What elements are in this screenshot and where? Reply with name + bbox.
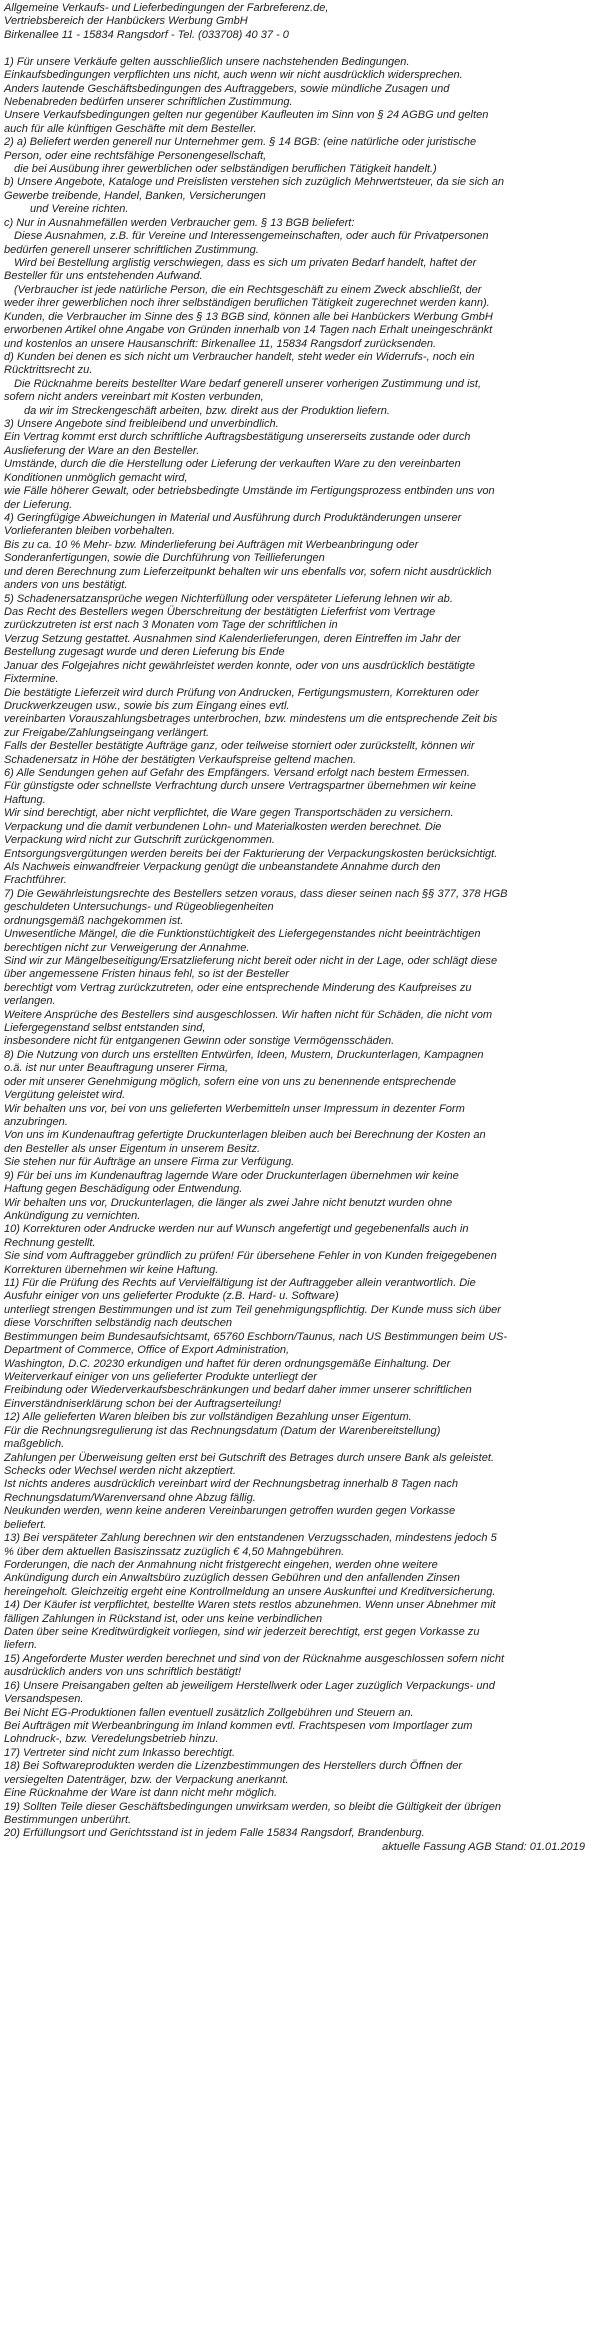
text-line: o.ä. ist nur unter Beauftragung unserer Firma, [4, 1062, 229, 1075]
text-line: 1) Für unsere Verkäufe gelten ausschließlich unsere nachstehenden Bedingungen. [4, 55, 410, 68]
text-line: Haftung gegen Beschädigung oder Entwendung. [4, 1183, 243, 1196]
text-line: 18) Bei Softwareprodukten werden die Lizenzbestimmungen des Herstellers durch Öffnen der [4, 1760, 463, 1773]
text-line: 15) Angeforderte Muster werden berechnet und sind von der Rücknahme ausgeschlossen sofern nicht [4, 1652, 505, 1665]
text-line: beliefert. [4, 1518, 47, 1531]
text-line: 7) Die Gewährleistungsrechte des Bestellers setzen voraus, dass dieser seinen nach §§ 377, 378 HGB [4, 887, 508, 900]
text-line: Liefergegenstand selbst entstanden sind, [4, 1022, 206, 1035]
text-line: Forderungen, die nach der Anmahnung nicht fristgerecht eingehen, werden ohne weitere [4, 1558, 438, 1571]
text-line: erworbenen Artikel ohne Angabe von Gründen innerhalb von 14 Tagen nach Erhalt uneingeschränkt [4, 324, 493, 337]
text-line: 20) Erfüllungsort und Gerichtsstand ist in jedem Falle 15834 Rangsdorf, Brandenburg. [4, 1827, 425, 1840]
text-line: anzubringen. [4, 1116, 68, 1128]
text-line: oder mit unserer Genehmigung möglich, sofern eine von uns zu benennende entsprechende [4, 1075, 456, 1088]
text-line: Versandspesen. [4, 1693, 84, 1706]
text-line: Einkaufsbedingungen verpflichten uns nicht, auch wenn wir nicht ausdrücklich widersprechen. [4, 69, 463, 82]
text-line: 12) Alle gelieferten Waren bleiben bis zur vollständigen Bezahlung unser Eigentum. [4, 1411, 412, 1424]
text-line: da wir im Streckengeschäft arbeiten, bzw. direkt aus der Produktion liefern. [24, 404, 390, 417]
text-line: vereinbarten Vorauszahlungsbetrages unterbrochen, bzw. mindestens um die entsprechende Zeit bis [4, 713, 498, 726]
text-line: berechtigt vom Vertrag zurückzutreten, oder eine entsprechende Minderung des Kaufpreises zu [4, 981, 472, 994]
text-line: Januar des Folgejahres nicht gewährleistet werden konnte, oder von uns ausdrücklich bestätigte [4, 659, 475, 672]
text-line: Sind wir zur Mängelbeseitigung/Ersatzlieferung nicht bereit oder nicht in der Lage, oder schlägt diese [4, 954, 498, 967]
header-address: Birkenallee 11 - 15834 Rangsdorf - Tel. (033708) 40 37 - 0 [4, 28, 289, 41]
text-line: Zahlungen per Überweisung gelten erst bei Gutschrift des Betrages durch unsere Bank als geleistet. [4, 1451, 495, 1464]
text-line: die bei Ausübung ihrer gewerblichen oder selbständigen beruflichen Tätigkeit handelt.) [14, 163, 437, 176]
text-line: auch für alle künftigen Geschäfte mit dem Besteller. [4, 122, 257, 135]
text-line: zur Freigabe/Zahlungseingang verlängert. [4, 726, 210, 739]
text-line: % über dem aktuellen Basiszinssatz zuzüglich € 4,50 Mahngebühren. [4, 1545, 345, 1558]
text-line: Lohndruck-, bzw. Veredelungsbetrieb hinzu. [4, 1733, 219, 1746]
text-line: Für günstigste oder schnellste Verfrachtung durch unsere Vertragspartner übernehmen wir keine [4, 780, 476, 793]
text-line: Gewerbe treibende, Handel, Banken, Versicherungen [4, 189, 266, 202]
text-line: insbesondere nicht für entgangenen Gewinn oder sonstige Vermögensschäden. [4, 1035, 395, 1048]
text-line: Kunden, die Verbraucher im Sinne des § 13 BGB sind, können alle bei Hanbückers Werbung GmbH [4, 310, 493, 323]
text-line: Bei Nicht EG-Produktionen fallen eventuell zusätzlich Zollgebühren und Steuern an. [4, 1706, 414, 1719]
text-line: Druckwerkzeugen usw., sowie bis zum Eingang eines evtl. [4, 699, 290, 712]
text-line: 10) Korrekturen oder Andrucke werden nur auf Wunsch angefertigt und gegebenenfalls auch in [4, 1223, 469, 1236]
text-line: Rechnungsdatum/Warenversand ohne Abzug fällig. [4, 1491, 256, 1504]
version-footer: aktuelle Fassung AGB Stand: 01.01.2019 [382, 1840, 585, 1853]
text-line [4, 42, 597, 55]
text-line: Unsere Verkaufsbedingungen gelten nur gegenüber Kaufleuten im Sinn von § 24 AGBG und gelten [4, 109, 489, 122]
text-line: Verpackung wird nicht zur Gutschrift zurückgenommen. [4, 834, 275, 847]
text-line: bedürfen generell unserer schriftlichen Zustimmung. [4, 243, 259, 256]
text-line: Korrekturen übernehmen wir keine Haftung. [4, 1263, 219, 1276]
text-line: 6) Alle Sendungen gehen auf Gefahr des Empfängers. Versand erfolgt nach bestem Ermessen. [4, 767, 470, 780]
text-line: anders von uns bestätigt. [4, 579, 128, 592]
text-line: Für die Rechnungsregulierung ist das Rechnungsdatum (Datum der Warenbereitstellung) [4, 1424, 441, 1437]
text-line: Sie sind vom Auftraggeber gründlich zu prüfen! Für übersehene Fehler in von Kunden freigegebenen [4, 1250, 497, 1263]
text-line: weder ihrer gewerblichen noch ihrer selbständigen beruflichen Tätigkeit zugerechnet werden kann). [4, 297, 490, 310]
text-line: verlangen. [4, 995, 56, 1008]
text-line: Ausfuhr einiger von uns gelieferter Produkte (z.B. Hard- u. Software) [4, 1290, 339, 1303]
text-line: Besteller für uns entstehenden Aufwand. [4, 270, 203, 283]
text-line: und kostenlos an unsere Hausanschrift: Birkenallee 11, 15834 Rangsdorf zurücksenden. [4, 337, 437, 350]
text-line: Rücktrittsrecht zu. [4, 364, 93, 377]
text-line: Ist nichts anderes ausdrücklich vereinbart wird der Rechnungsbetrag innerhalb 8 Tagen nach [4, 1478, 459, 1491]
text-line: und Vereine richten. [30, 203, 129, 216]
text-line: Vorlieferanten bleiben vorbehalten. [4, 525, 175, 538]
header-title: Allgemeine Verkaufs- und Lieferbedingungen der Farbreferenz.de, [4, 2, 329, 14]
text-line: hereingeholt. Gleichzeitig ergeht eine Kontrollmeldung an unsere Auskunftei und Kreditversicherung. [4, 1585, 496, 1598]
text-line: fälligen Zahlungen in Rückstand ist, oder uns keine verbindlichen [4, 1612, 323, 1625]
text-line: Bestellung zugesagt wurde und deren Lieferung bis Ende [4, 646, 285, 659]
text-line: Anders lautende Geschäftsbedingungen des Auftraggebers, sowie mündliche Zusagen und [4, 82, 450, 95]
text-line: Von uns im Kundenauftrag gefertigte Druckunterlagen bleiben auch bei Berechnung der Kosten an [4, 1129, 486, 1142]
text-line: 13) Bei verspäteter Zahlung berechnen wir den entstandenen Verzugsschaden, mindestens jedoch 5 [4, 1532, 497, 1545]
text-line: Entsorgungsvergütungen werden bereits bei der Fakturierung der Verpackungskosten berücksichtigt. [4, 847, 498, 860]
text-line: Bei Aufträgen mit Werbeanbringung im Inland kommen evtl. Frachtspesen vom Importlager zum [4, 1719, 473, 1732]
text-line: maßgeblich. [4, 1438, 65, 1451]
text-line: Wird bei Bestellung arglistig verschwiegen, dass es sich um privaten Bedarf handelt, haftet der [14, 257, 477, 269]
text-line: Die bestätigte Lieferzeit wird durch Prüfung von Andrucken, Fertigungsmustern, Korrekturen oder [4, 686, 479, 699]
text-line: 16) Unsere Preisangaben gelten ab jeweiligem Herstellwerk oder Lager zuzüglich Verpackungs- und [4, 1679, 495, 1692]
text-line: versiegelten Datenträger, bzw. der Verpackung anerkannt. [4, 1773, 289, 1786]
text-line: zurückzutreten ist erst nach 3 Monaten vom Tage der schriftlichen in [4, 619, 338, 632]
text-line: b) Unsere Angebote, Kataloge und Preislisten verstehen sich zuzüglich Mehrwertsteuer, da sie sich an [4, 176, 505, 189]
text-line: Vergütung geleistet wird. [4, 1089, 126, 1102]
text-line: Verpackung und die damit verbundenen Lohn- und Materialkosten werden berechnet. Die [4, 820, 442, 833]
text-line: Einverständniserklärung schon bei der Auftragserteilung! [4, 1397, 282, 1410]
text-line: ausdrücklich anders von uns schriftlich bestätigt! [4, 1666, 242, 1679]
text-line: Verzug Setzung gestattet. Ausnahmen sind Kalenderlieferungen, deren Eintreffen im Jahr der [4, 632, 461, 645]
text-line: Unwesentliche Mängel, die die Funktionstüchtigkeit des Liefergegenstandes nicht beeinträchtigen [4, 928, 481, 941]
text-line: Wir behalten uns vor, Druckunterlagen, die länger als zwei Jahre nicht benutzt wurden ohne [4, 1196, 453, 1209]
text-line: Weiterverkauf einiger von uns gelieferter Produkte unterliegt der [4, 1371, 317, 1384]
text-line: sofern nicht anders vereinbart mit Kosten verbunden, [4, 391, 264, 404]
text-line: Haftung. [4, 793, 46, 806]
text-line: liefern. [4, 1639, 38, 1652]
text-line: Ankündigung durch ein Anwaltsbüro zuzüglich dessen Gebühren und den anfallenden Zinsen [4, 1572, 460, 1585]
text-line: Wir sind berechtigt, aber nicht verpflichtet, die Ware gegen Transportschäden zu versichern. [4, 807, 454, 820]
text-line: Bis zu ca. 10 % Mehr- bzw. Minderlieferung bei Aufträgen mit Werbeanbringung oder [4, 538, 419, 551]
text-line: Frachtführer. [4, 874, 67, 887]
text-line: 3) Unsere Angebote sind freibleibend und unverbindlich. [4, 418, 279, 431]
text-line: Nebenabreden bedürfen unserer schriftlichen Zustimmung. [4, 95, 293, 108]
text-line: Fixtermine. [4, 673, 59, 686]
text-line: 5) Schadenersatzansprüche wegen Nichterfüllung oder verspäteter Lieferung lehnen wir ab. [4, 592, 453, 605]
text-line: Als Nachweis einwandfreier Verpackung genügt die unbeanstandete Annahme durch den [4, 860, 441, 873]
text-line: 8) Die Nutzung von durch uns erstellten Entwürfen, Ideen, Mustern, Druckunterlagen, Kampagnen [4, 1048, 484, 1061]
text-line: berechtigen nicht zur Verweigerung der Annahme. [4, 941, 250, 954]
text-line: Wir behalten uns vor, bei von uns gelieferten Werbemitteln unser Impressum in dezenter Form [4, 1102, 465, 1115]
text-line: Person, oder eine rechtsfähige Personengesellschaft, [4, 149, 267, 162]
terms-body [4, 42, 597, 1841]
text-line: Washington, D.C. 20230 erkundigen und haftet für deren ordnungsgemäße Einhaltung. Der [4, 1357, 451, 1370]
text-line: Schadenersatz in Höhe der bestätigten Verkaufspreise geltend machen. [4, 753, 357, 766]
text-line: Konditionen unmöglich gemacht wird, [4, 471, 188, 484]
text-line: 11) Für die Prüfung des Rechts auf Vervielfältigung ist der Auftraggeber allein verantwortlich. Die [4, 1277, 476, 1290]
text-line: Das Recht des Bestellers wegen Überschreitung der bestätigten Lieferfrist vom Vertrage [4, 605, 436, 618]
text-line: Rechnung gestellt. [4, 1236, 96, 1249]
text-line: Neukunden werden, wenn keine anderen Vereinbarungen getroffen wurden gegen Vorkasse [4, 1505, 456, 1518]
text-line: Sie stehen nur für Aufträge an unsere Firma zur Verfügung. [4, 1156, 295, 1169]
text-line: über angemessene Fristen hinaus fehl, so ist der Besteller [4, 968, 289, 981]
text-line: wie Fälle höherer Gewalt, oder betriebsbedingte Umstände im Fertigungsprozess entbinden uns von [4, 485, 495, 498]
text-line: der Lieferung. [4, 498, 73, 511]
text-line: 9) Für bei uns im Kundenauftrag lagernde Ware oder Druckunterlagen übernehmen wir keine [4, 1169, 459, 1182]
text-line: den Besteller als unser Eigentum in unserem Besitz. [4, 1142, 261, 1155]
text-line: Freibindung oder Wiederverkaufsbeschränkungen und bedarf daher immer unserer schriftlichen [4, 1384, 472, 1397]
text-line: und deren Berechnung zum Lieferzeitpunkt behalten wir uns ebenfalls vor, sofern nicht ausdrücklich [4, 565, 492, 578]
text-line: Diese Ausnahmen, z.B. für Vereine und Interessengemeinschaften, oder auch für Privatpersonen [14, 230, 489, 243]
text-line: Schecks oder Wechsel werden nicht akzeptiert. [4, 1464, 236, 1477]
text-line: Falls der Besteller bestätigte Aufträge ganz, oder teilweise storniert oder zurückstellt, können wir [4, 740, 475, 753]
text-line: Sonderanfertigungen, sowie die Durchführung von Teillieferungen [4, 552, 325, 565]
text-line: d) Kunden bei denen es sich nicht um Verbraucher handelt, steht weder ein Widerrufs-, noch ein [4, 350, 475, 363]
text-line: 14) Der Käufer ist verpflichtet, bestellte Waren stets restlos abzunehmen. Wenn unser Abnehmer mit [4, 1599, 496, 1612]
document-header [4, 2, 597, 42]
text-line: 19) Sollten Teile dieser Geschäftsbedingungen unwirksam werden, so bleibt die Gültigkeit der übrigen [4, 1800, 501, 1813]
text-line: Umstände, durch die die Herstellung oder Lieferung der verkauften Ware zu den vereinbarten [4, 458, 461, 471]
text-line: 17) Vertreter sind nicht zum Inkasso berechtigt. [4, 1746, 236, 1759]
text-line: Daten über seine Kreditwürdigkeit vorliegen, sind wir jederzeit berechtigt, erst gegen Vorkasse zu [4, 1626, 480, 1639]
text-line: Department of Commerce, Office of Export Administration, [4, 1344, 290, 1357]
text-line: geschuldeten Untersuchungs- und Rügeobliegenheiten [4, 901, 274, 914]
text-line: Die Rücknahme bereits bestellter Ware bedarf generell unserer vorherigen Zustimmung und ist, [14, 377, 482, 390]
text-line: unterliegt strengen Bestimmungen und ist zum Teil genehmigungspflichtig. Der Kunde muss sich über [4, 1303, 501, 1316]
text-line: (Verbraucher ist jede natürliche Person, die ein Rechtsgeschäft zu einem Zweck abschließt, der [14, 283, 482, 296]
text-line: Bestimmungen unberührt. [4, 1813, 132, 1826]
text-line: Ankündigung zu vernichten. [4, 1209, 141, 1222]
text-line: 2) a) Beliefert werden generell nur Unternehmer gem. § 14 BGB: (eine natürliche oder juristische [4, 136, 477, 149]
text-line: Bestimmungen beim Bundesaufsichtsamt, 65760 Eschborn/Taunus, nach US Bestimmungen beim US- [4, 1330, 508, 1343]
text-line: Auslieferung der Ware an den Besteller. [4, 444, 200, 457]
text-line: c) Nur in Ausnahmefällen werden Verbraucher gem. § 13 BGB beliefert: [4, 216, 355, 229]
text-line: diese Vorschriften selbständig nach deutschen [4, 1317, 233, 1330]
text-line: Eine Rücknahme der Ware ist dann nicht mehr möglich. [4, 1787, 278, 1800]
text-line: Ein Vertrag kommt erst durch schriftliche Auftragsbestätigung unsererseits zustande oder durch [4, 431, 471, 444]
text-line: ordnungsgemäß nachgekommen ist. [4, 914, 184, 927]
text-line: 4) Geringfügige Abweichungen in Material und Ausführung durch Produktänderungen unserer [4, 512, 462, 525]
header-company: Vertriebsbereich der Hanbückers Werbung GmbH [4, 15, 248, 28]
text-line: Weitere Ansprüche des Bestellers sind ausgeschlossen. Wir haften nicht für Schäden, die nicht vom [4, 1008, 493, 1021]
